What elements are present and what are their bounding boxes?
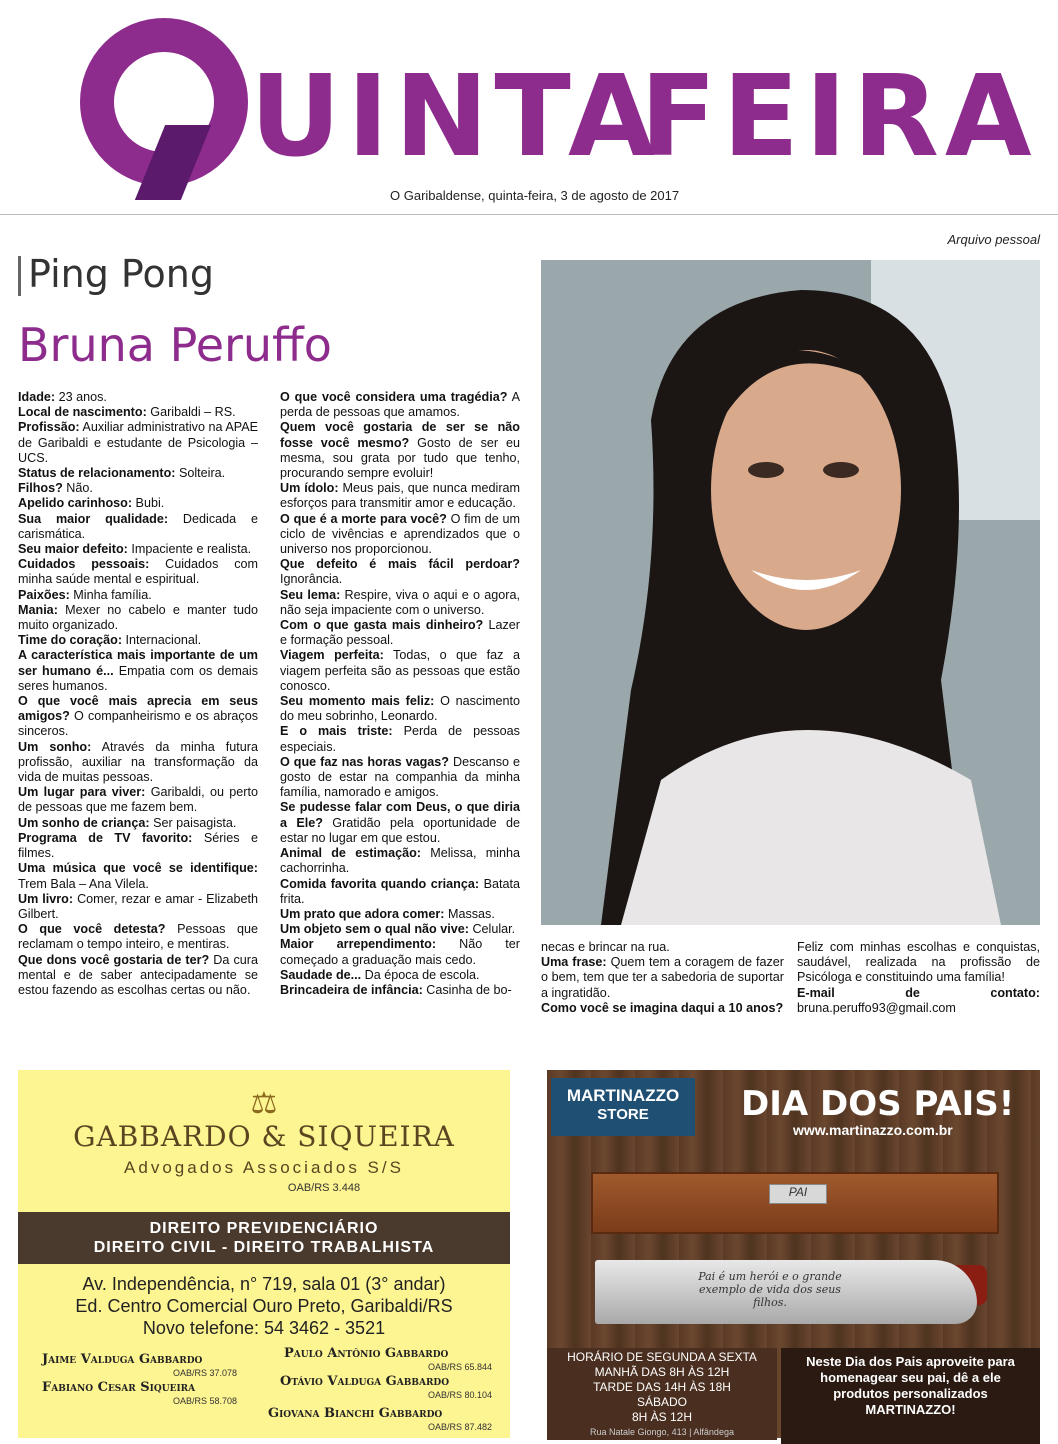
qa-question: Um lugar para viver: [18,785,146,800]
qa-item [18,542,258,557]
masthead-title-feira: FEIRA [640,52,1038,182]
qa-question: A característica mais importante de um ser humano é... [18,648,258,678]
lawyer-name: Giovana Bianchi Gabbardo [268,1406,443,1421]
qa-answer: Auxiliar administrativo na APAE de Garibaldi e estudante de Psicologia – UCS. [18,420,258,465]
qa-question: Um sonho de criança: [18,815,150,830]
box-plate: PAI [769,1184,827,1204]
firm-subtitle: Advogados Associados S/S [124,1158,404,1177]
qa-answer: Descanso e gosto de estar na companhia da minha família, namorado e amigos. [280,754,520,800]
photo-credit: Arquivo pessoal [947,232,1040,247]
article-column-1 [18,390,258,998]
section-bar [18,256,21,296]
firm-name: GABBARDO & SIQUEIRA [73,1120,455,1153]
qa-answer: Garibaldi – RS. [146,405,236,420]
portrait-photo [541,260,1040,925]
lawyer-name: Fabiano Cesar Siqueira [42,1380,196,1395]
qa-item [18,816,258,831]
qa-item [18,831,258,861]
knife-blade [595,1260,977,1324]
martinazzo-logo [551,1078,695,1136]
headline: DIA DOS PAIS! [741,1084,1015,1124]
masthead [0,0,1058,210]
practice-areas-band [18,1212,510,1264]
qa-question: Cuidados pessoais: [18,557,150,572]
qa-item [280,557,520,587]
qa-question: Se pudesse falar com Deus, o que diria a Ele? [280,800,520,830]
qa-question: Profissão: [18,420,80,435]
qa-answer: Ser paisagista. [149,815,237,830]
qa-item [18,405,258,420]
qa-item [18,785,258,815]
qa-question: Animal de estimação: [280,846,421,861]
hours-line: TARDE DAS 14H ÀS 18H [593,1380,731,1394]
lawyer-oab: OAB/RS 80.104 [428,1390,493,1400]
qa-answer: Séries e filmes. [18,830,258,861]
qa-answer: Perda de pessoas especiais. [280,724,520,754]
qa-item [541,1001,784,1016]
lawyer-name: Jaime Valduga Gabbardo [42,1352,203,1367]
qa-item [18,861,258,891]
qa-question: Mania: [18,602,58,617]
logo-top: MARTINAZZO [566,1086,680,1105]
qa-answer: O nascimento do meu sobrinho, Leonardo. [280,694,520,724]
qa-item [18,953,258,999]
qa-item [280,588,520,618]
qa-item [280,937,520,967]
portrait-illustration [541,260,1040,925]
qa-question: Seu momento mais feliz: [280,694,435,709]
qa-answer: bruna.peruffo93@gmail.com [797,1000,956,1015]
promo-line: MARTINAZZO! [865,1402,956,1417]
lawyer-oab: OAB/RS 87.482 [428,1422,493,1432]
masthead-title-uinta: UINTA [250,52,661,182]
qa-answer: Minha família. [69,587,152,602]
qa-answer: Bubi. [132,496,165,511]
website: www.martinazzo.com.br [793,1122,953,1138]
qa-item [280,922,520,937]
qa-item [280,618,520,648]
qa-question: O que você considera uma tragédia? [280,390,508,404]
qa-answer: Ignorância. [280,572,343,587]
qa-question: Paixões: [18,587,70,602]
qa-question: O que você mais aprecia em seus amigos? [18,694,258,724]
qa-question: Um sonho: [18,739,92,754]
qa-answer: Cuidados com minha saúde mental e espiritual. [18,557,258,587]
qa-answer: Através da minha futura profissão, auxiliar na transformação da vida de muitas pessoas. [18,739,258,785]
lawyer-oab: OAB/RS 65.844 [428,1362,493,1372]
qa-answer: O companheirismo e os abraços sinceros. [18,709,258,739]
qa-answer: Solteira. [175,466,226,481]
qa-question: Brincadeira de infância: [280,982,423,997]
qa-question: Um livro: [18,891,74,906]
qa-answer: Respire, viva o aqui e o agora, não seja impaciente com o universo. [280,587,520,617]
dateline: O Garibaldense, quinta-feira, 3 de agosto de 2017 [390,188,680,203]
article-column-3 [541,940,784,1016]
masthead-rule [0,214,1058,215]
address-line-2: Ed. Centro Comercial Ouro Preto, Garibaldi/RS [75,1296,453,1316]
qa-answer: Não. [62,481,93,496]
qa-answer: Pessoas que reclamam o tempo inteiro, e mentiras. [18,922,258,952]
qa-question: Quem você gostaria de ser se não fosse você mesmo? [280,420,520,450]
qa-question: Comida favorita quando criança: [280,876,480,891]
qa-item [18,481,258,496]
qa-answer: Garibaldi, ou perto de pessoas que me fazem bem. [18,785,258,815]
qa-question: Um prato que adora comer: [280,906,445,921]
qa-question: Que dons você gostaria de ter? [18,952,210,967]
qa-answer: O fim de um ciclo de vivências e aprendizados que o universo nos proporcionou. [280,511,520,557]
qa-answer: 23 anos. [55,390,107,404]
qa-item [280,420,520,481]
qa-item [280,800,520,846]
qa-item [280,968,520,983]
qa-answer: Comer, rezar e amar - Elizabeth Gilbert. [18,891,258,921]
qa-item [280,877,520,907]
qa-item [18,557,258,587]
qa-question: Que defeito é mais fácil perdoar? [280,557,520,572]
lawyer-oab: OAB/RS 58.708 [173,1396,238,1406]
qa-item [18,496,258,511]
section-title: Ping Pong [28,252,214,296]
practice-line-2: DIREITO CIVIL - DIREITO TRABALHISTA [93,1239,435,1256]
qa-item [280,755,520,801]
qa-question: Sua maior qualidade: [18,511,169,526]
promo-text [781,1348,1040,1444]
qa-item [280,846,520,876]
qa-question: O que é a morte para você? [280,511,447,526]
store-hours [547,1348,777,1440]
qa-item [541,940,784,955]
qa-answer: Quem tem a coragem de fazer o bem, tem que ter a sabedoria de suportar a ingratidão. [541,955,784,1000]
qa-item [18,420,258,466]
qa-item [797,940,1040,986]
article-column-2 [280,390,520,998]
hours-line: SÁBADO [636,1395,687,1409]
qa-question: Seu maior defeito: [18,542,128,557]
qa-answer: Gosto de ser eu mesma, sou grata por tudo que tenho, procurando sempre evoluir! [280,435,520,481]
qa-answer: Impaciente e realista. [127,542,252,557]
article-column-4 [797,940,1040,1016]
qa-item [18,390,258,405]
qa-answer: Da época de escola. [361,967,480,982]
qa-answer: Batata frita. [280,876,520,906]
hours-line: MANHÃ DAS 8H ÀS 12H [594,1365,730,1379]
qa-answer: Meus pais, que nunca mediram esforços para transmitir amor e educação. [280,481,521,511]
qa-answer: Gratidão pela oportunidade de estar no lugar em que estou. [280,815,520,845]
qa-question: E o mais triste: [280,724,393,739]
qa-question: Apelido carinhoso: [18,496,133,511]
qa-answer: Massas. [444,906,495,921]
qa-item [280,907,520,922]
qa-question: Local de nascimento: [18,405,147,420]
qa-question: Como você se imagina daqui a 10 anos? [541,1000,784,1015]
qa-item [280,481,520,511]
lawyer-oab: OAB/RS 37.078 [173,1368,238,1378]
qa-item [18,892,258,922]
address-line-1: Av. Independência, n° 719, sala 01 (3° andar) [82,1274,446,1294]
qa-question: Uma música que você se identifique: [18,861,258,876]
firm-oab: OAB/RS 3.448 [287,1182,361,1194]
qa-question: Viagem perfeita: [280,648,384,663]
qa-item [18,633,258,648]
qa-answer: Todas, o que faz a viagem perfeita são as pessoas que estão conosco. [280,648,520,693]
qa-item [18,694,258,740]
qa-answer: Melissa, minha cachorrinha. [280,846,520,876]
practice-line-1: DIREITO PREVIDENCIÁRIO [149,1220,379,1237]
qa-item [280,724,520,754]
qa-question: Filhos? [18,481,63,496]
qa-item [280,390,520,420]
qa-answer: Internacional. [122,633,202,648]
knife-engraving: Pai é um herói e o grande exemplo de vida dos seus filhos. [698,1270,842,1309]
qa-item [18,466,258,481]
qa-answer: Não ter começado a graduação mais cedo. [280,937,520,967]
gift-box [591,1172,999,1234]
qa-question: O que você detesta? [18,922,166,937]
qa-question: Com o que gasta mais dinheiro? [280,618,484,633]
promo-line: produtos personalizados [833,1386,988,1401]
qa-item [18,922,258,952]
qa-item [18,740,258,786]
logo-bottom: STORE [597,1106,649,1123]
qa-answer: Feliz com minhas escolhas e conquistas, saudável, realizada na profissão de Psicóloga e constituindo uma família! [797,940,1040,985]
promo-line: homenagear seu pai, dê a ele [820,1370,1001,1385]
qa-item [18,588,258,603]
qa-answer: Celular. [468,922,516,937]
phone: Novo telefone: 54 3462 - 3521 [142,1318,386,1338]
qa-question: E-mail de contato: [797,985,1040,1000]
qa-question: Status de relacionamento: [18,466,176,481]
qa-answer: A perda de pessoas que amamos. [280,390,520,420]
qa-question: Time do coração: [18,633,123,648]
qa-item [280,648,520,694]
hours-line: 8H ÀS 12H [631,1410,693,1424]
qa-answer: Mexer no cabelo e manter tudo muito organizado. [18,602,258,633]
qa-question: Saudade de... [280,967,362,982]
qa-question: Seu lema: [280,587,341,602]
qa-answer: necas e brincar na rua. [541,940,670,954]
interviewee-name: Bruna Peruffo [18,318,332,372]
qa-item [18,603,258,633]
qa-question: Maior arrependimento: [280,937,437,952]
scales-icon: ⚖ [250,1087,278,1120]
qa-item [280,694,520,724]
qa-question: O que faz nas horas vagas? [280,754,450,769]
qa-answer: Casinha de bo- [422,982,512,997]
store-address: Rua Natale Giongo, 413 | Alfândega [590,1427,734,1437]
qa-item [280,983,520,998]
qa-question: Uma frase: [541,955,607,970]
ad-gabbardo-siqueira [18,1070,510,1438]
qa-question: Programa de TV favorito: [18,830,193,845]
qa-item [797,986,1040,1016]
qa-item [18,512,258,542]
qa-question: Um objeto sem o qual não vive: [280,922,469,937]
qa-item [280,512,520,558]
qa-question: Um ídolo: [280,481,339,496]
qa-answer: Da cura mental e de saber antecipadamente se estou fazendo as escolhas certas ou não. [18,952,258,997]
qa-answer: Trem Bala – Ana Vilela. [18,876,149,891]
lawyer-name: Otávio Valduga Gabbardo [280,1374,450,1389]
hours-line: HORÁRIO DE SEGUNDA A SEXTA [567,1350,757,1364]
qa-item [541,955,784,1001]
promo-line: Neste Dia dos Pais aproveite para [806,1354,1015,1369]
qa-item [18,648,258,694]
lawyer-name: Paulo Antônio Gabbardo [284,1346,449,1361]
qa-answer: Empatia com os demais seres humanos. [18,663,258,693]
qa-question: Idade: [18,390,56,404]
qa-answer: Lazer e formação pessoal. [280,618,520,648]
qa-answer: Dedicada e carismática. [18,511,258,541]
ad-martinazzo [547,1070,1040,1438]
